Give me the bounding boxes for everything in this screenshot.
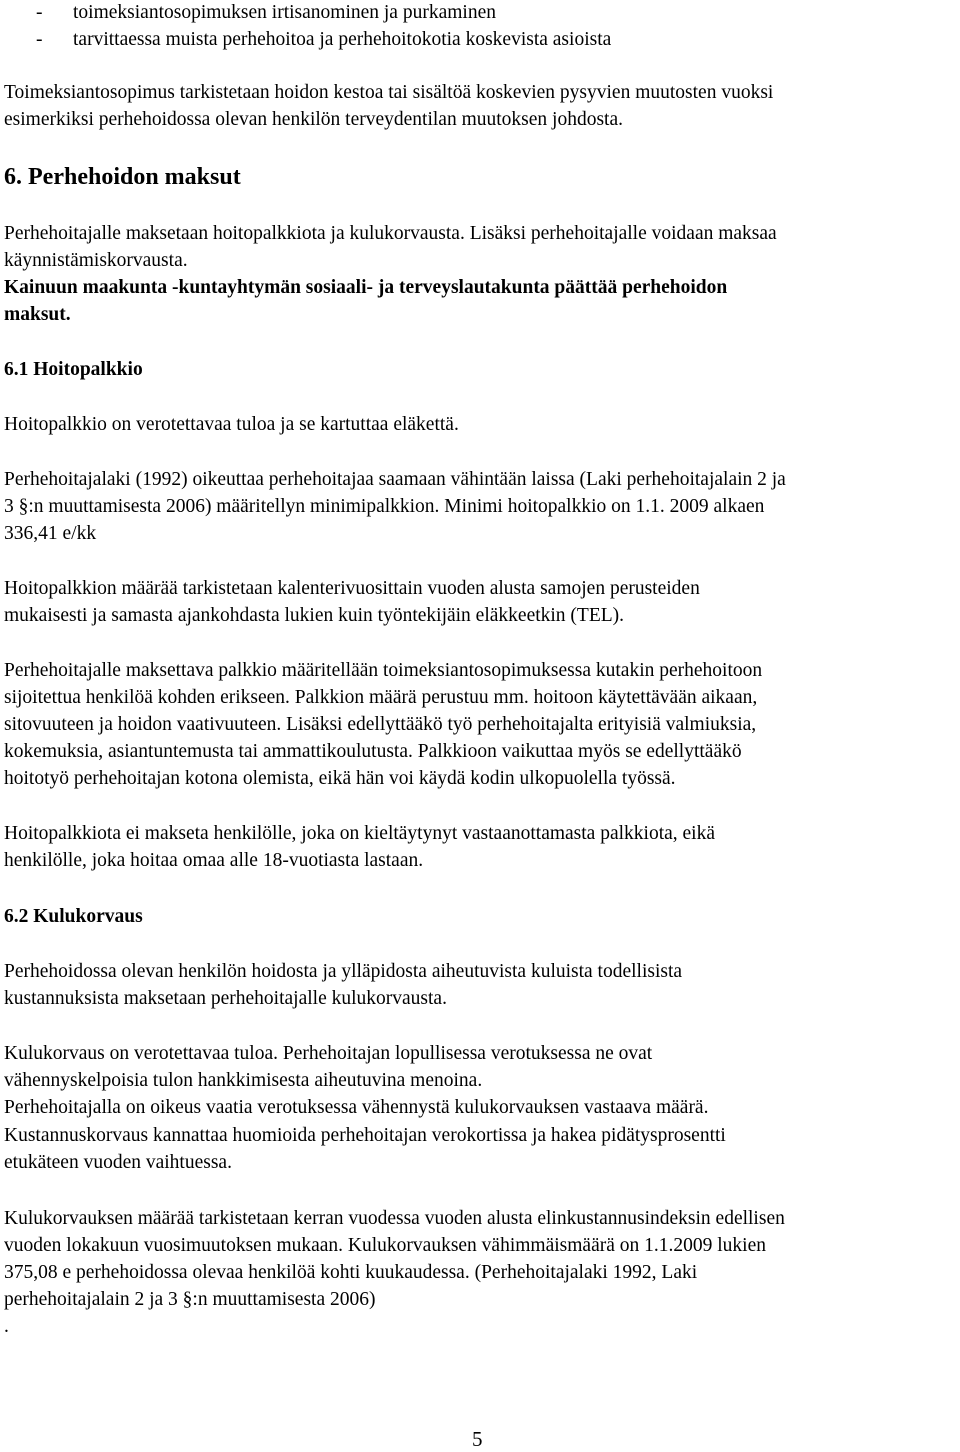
paragraph-line: esimerkiksi perhehoidossa olevan henkilön terveydentilan muutoksen johdosta.: [4, 109, 623, 130]
paragraph-line: perhehoitajalain 2 ja 3 §:n muuttamisesta 2006): [4, 1289, 376, 1310]
paragraph-line: 375,08 e perhehoidossa olevaa henkilöä kohti kuukaudessa. (Perhehoitajalaki 1992, Laki: [4, 1262, 698, 1283]
paragraph-line: Perhehoidossa olevan henkilön hoidosta ja ylläpidosta aiheutuvista kuluista todellisista: [4, 961, 683, 982]
paragraph-line: käynnistämiskorvausta.: [4, 250, 188, 271]
bullet-text: tarvittaessa muista perhehoitoa ja perhehoitokotia koskevista asioista: [73, 29, 612, 50]
paragraph-line-bold: maksut.: [4, 304, 71, 325]
paragraph-line: Hoitopalkkion määrää tarkistetaan kalenterivuosittain vuoden alusta samojen perusteiden: [4, 578, 700, 599]
paragraph-line: Toimeksiantosopimus tarkistetaan hoidon kestoa tai sisältöä koskevien pysyvien muutosten vuoksi: [4, 82, 774, 103]
paragraph-line-bold: Kainuun maakunta -kuntayhtymän sosiaali- ja terveyslautakunta päättää perhehoidon: [4, 277, 728, 298]
paragraph-line: kustannuksista maksetaan perhehoitajalle kulukorvausta.: [4, 988, 447, 1009]
bullet-dash: -: [36, 2, 43, 23]
paragraph-line: Kulukorvaus on verotettavaa tuloa. Perhehoitajan lopullisessa verotuksessa ne ovat: [4, 1043, 653, 1064]
subsection-heading: 6.1 Hoitopalkkio: [4, 359, 143, 380]
paragraph-line: 3 §:n muuttamisesta 2006) määritellyn minimipalkkion. Minimi hoitopalkkio on 1.1. 2009 alkaen: [4, 496, 765, 517]
paragraph-line: henkilölle, joka hoitaa omaa alle 18-vuotiasta lastaan.: [4, 850, 424, 871]
paragraph-line: sijoitettua henkilöä kohden erikseen. Palkkion määrä perustuu mm. hoitoon käytettävään aikaan,: [4, 687, 758, 708]
paragraph-line: .: [4, 1316, 9, 1337]
subsection-heading: 6.2 Kulukorvaus: [4, 906, 143, 927]
section-heading: 6. Perhehoidon maksut: [4, 164, 241, 190]
paragraph-line: vuoden lokakuun vuosimuutoksen mukaan. Kulukorvauksen vähimmäismäärä on 1.1.2009 lukien: [4, 1235, 766, 1256]
paragraph-line: Hoitopalkkiota ei makseta henkilölle, joka on kieltäytynyt vastaanottamasta palkkiota, eikä: [4, 823, 716, 844]
paragraph-line: vähennyskelpoisia tulon hankkimisesta aiheutuvina menoina.: [4, 1070, 483, 1091]
bullet-dash: -: [36, 29, 43, 50]
paragraph-line: Perhehoitajalle maksetaan hoitopalkkiota ja kulukorvausta. Lisäksi perhehoitajalle voidaan maksaa: [4, 223, 777, 244]
paragraph-line: Kustannuskorvaus kannattaa huomioida perhehoitajan verokortissa ja hakea pidätysprosentti: [4, 1125, 726, 1146]
paragraph-line: Hoitopalkkio on verotettavaa tuloa ja se kartuttaa eläkettä.: [4, 414, 459, 435]
paragraph-line: sitovuuteen ja hoidon vaativuuteen. Lisäksi edellyttääkö työ perhehoitajalta erityisiä valmiuksia,: [4, 714, 757, 735]
paragraph-line: mukaisesti ja samasta ajankohdasta lukien kuin työntekijäin eläkkeetkin (TEL).: [4, 605, 625, 626]
paragraph-line: kokemuksia, asiantuntemusta tai ammattikoulutusta. Palkkioon vaikuttaa myös se edellyttääkö: [4, 741, 742, 762]
paragraph-line: Kulukorvauksen määrää tarkistetaan kerran vuodessa vuoden alusta elinkustannusindeksin edellisen: [4, 1208, 785, 1229]
paragraph-line: Perhehoitajalle maksettava palkkio määritellään toimeksiantosopimuksessa kutakin perhehoitoon: [4, 660, 763, 681]
paragraph-line: Perhehoitajalaki (1992) oikeuttaa perhehoitajaa saamaan vähintään laissa (Laki perhehoitajalain 2 ja: [4, 469, 786, 490]
page-number: 5: [472, 1427, 483, 1451]
paragraph-line: etukäteen vuoden vaihtuessa.: [4, 1152, 232, 1173]
bullet-text: toimeksiantosopimuksen irtisanominen ja purkaminen: [73, 2, 496, 23]
paragraph-line: 336,41 e/kk: [4, 523, 97, 544]
paragraph-line: Perhehoitajalla on oikeus vaatia verotuksessa vähennystä kulukorvauksen vastaava määrä.: [4, 1097, 709, 1118]
paragraph-line: hoitotyö perhehoitajan kotona olemista, eikä hän voi käydä kodin ulkopuolella työssä.: [4, 768, 676, 789]
